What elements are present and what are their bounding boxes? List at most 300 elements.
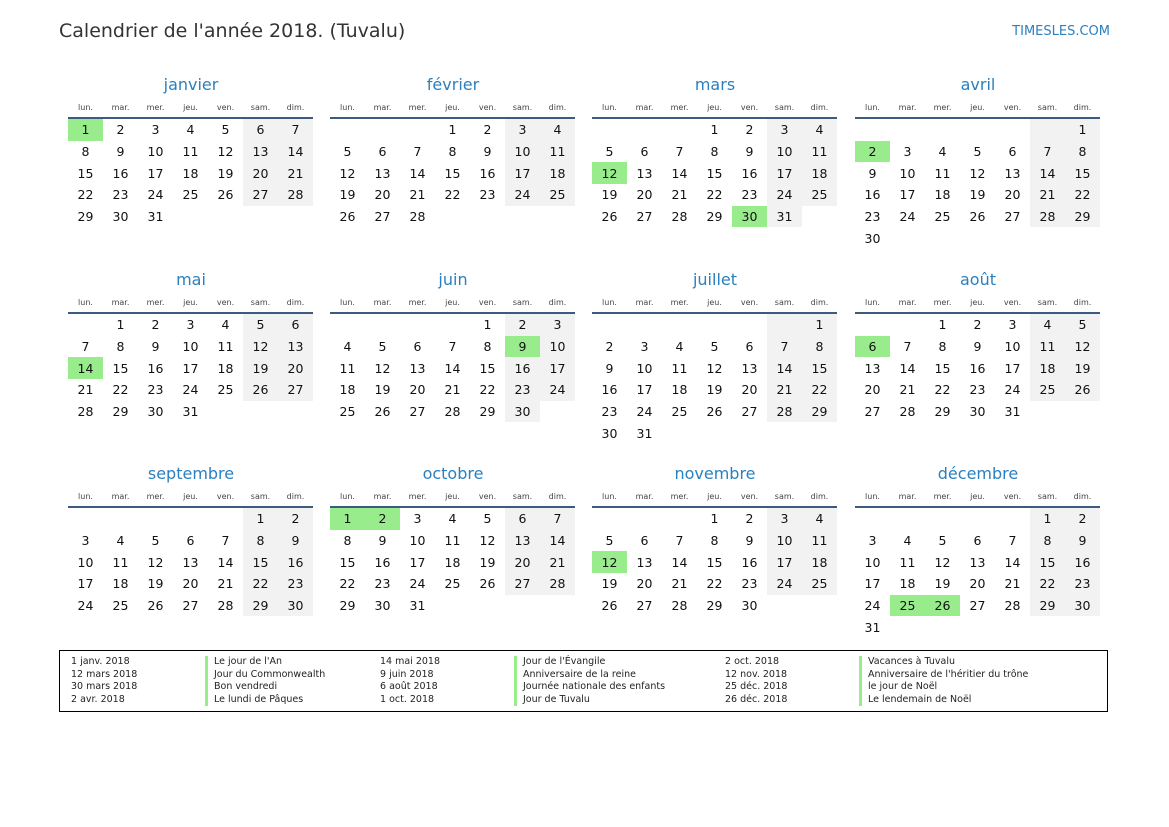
day-cell: 2 [1065, 507, 1100, 530]
empty-cell [1030, 118, 1065, 141]
month-1 [68, 73, 314, 227]
empty-cell [662, 118, 697, 141]
holiday-date: 25 déc. 2018 [725, 681, 788, 693]
weekday-header: mar. [103, 292, 138, 313]
weekday-header: mer. [925, 292, 960, 313]
holiday-date: 2 oct. 2018 [725, 656, 780, 667]
day-cell: 15 [479, 360, 496, 376]
month-name: juillet [692, 270, 738, 289]
day-cell: 20 [243, 162, 278, 184]
day-cell: 1 [710, 122, 719, 138]
day-cell: 6 [640, 533, 649, 549]
day-cell: 11 [182, 144, 199, 160]
day-cell: 6 [378, 144, 387, 160]
day-cell: 6 [745, 339, 754, 355]
day-cell: 20 [741, 382, 758, 398]
day-cell: 7 [1030, 141, 1065, 163]
empty-cell [855, 507, 890, 530]
weekday-header: mer. [400, 292, 435, 313]
month-name: octobre [422, 464, 484, 483]
day-cell: 31 [147, 209, 164, 225]
empty-cell [732, 422, 767, 444]
day-cell: 21 [671, 187, 688, 203]
empty-cell [365, 313, 400, 336]
weekday-header: ven. [208, 486, 243, 507]
weekday-header: lun. [68, 486, 103, 507]
day-cell: 2 [483, 122, 492, 138]
day-cell: 27 [243, 184, 278, 206]
day-cell: 30 [969, 404, 986, 420]
month-name: novembre [674, 464, 756, 483]
day-cell: 4 [903, 533, 912, 549]
day-cell: 11 [339, 360, 356, 376]
empty-cell [330, 118, 365, 141]
day-cell: 13 [409, 360, 426, 376]
weekday-header: dim. [540, 97, 575, 118]
week-row [592, 551, 837, 573]
empty-cell [1030, 227, 1065, 249]
day-cell: 3 [505, 118, 540, 141]
day-cell: 26 [479, 576, 496, 592]
day-cell: 3 [1008, 317, 1017, 333]
day-cell: 13 [864, 360, 881, 376]
day-cell: 21 [1030, 184, 1065, 206]
day-cell: 28 [444, 404, 461, 420]
day-cell: 16 [864, 187, 881, 203]
weekday-header: jeu. [697, 486, 732, 507]
day-cell: 5 [710, 339, 719, 355]
day-cell: 7 [1008, 533, 1017, 549]
day-cell: 12 [479, 533, 496, 549]
week-row [68, 313, 313, 336]
day-cell: 29 [339, 598, 356, 614]
day-cell: 8 [343, 533, 352, 549]
day-cell: 26 [374, 404, 391, 420]
day-cell: 26 [1065, 379, 1100, 401]
day-cell: 4 [1030, 313, 1065, 336]
holiday-name: Le lendemain de Noël [859, 694, 971, 707]
day-cell: 14 [68, 357, 103, 379]
day-cell: 11 [934, 165, 951, 181]
day-cell: 2 [151, 317, 160, 333]
day-cell: 17 [505, 162, 540, 184]
holiday-date: 2 avr. 2018 [71, 693, 125, 705]
day-cell: 30 [732, 206, 767, 228]
day-cell: 18 [540, 162, 575, 184]
month-2 [330, 73, 576, 227]
day-cell: 9 [483, 144, 492, 160]
day-cell: 17 [182, 360, 199, 376]
day-cell: 23 [505, 379, 540, 401]
empty-cell [627, 507, 662, 530]
day-cell: 19 [1065, 357, 1100, 379]
day-cell: 31 [636, 425, 653, 441]
holiday-date: 12 mars 2018 [71, 668, 138, 680]
site-link[interactable]: TIMESLES.COM [1012, 24, 1110, 39]
week-row [592, 162, 837, 184]
week-row [330, 530, 575, 552]
day-cell: 15 [77, 165, 94, 181]
weekday-header: sam. [1030, 486, 1065, 507]
month-6 [330, 268, 576, 422]
day-cell: 3 [540, 313, 575, 336]
weekday-header: ven. [470, 486, 505, 507]
week-row [330, 184, 575, 206]
day-cell: 20 [182, 576, 199, 592]
week-row [855, 507, 1100, 530]
holiday-name: Le lundi de Pâques [205, 694, 303, 707]
day-cell: 11 [802, 530, 837, 552]
empty-cell [890, 313, 925, 336]
week-row [855, 573, 1100, 595]
day-cell: 5 [243, 313, 278, 336]
weekday-header: ven. [732, 486, 767, 507]
week-row [68, 206, 313, 228]
day-cell: 25 [1030, 379, 1065, 401]
empty-cell [960, 616, 995, 638]
empty-cell [68, 507, 103, 530]
day-cell: 20 [374, 187, 391, 203]
day-cell: 31 [182, 404, 199, 420]
day-cell: 8 [116, 339, 125, 355]
day-cell: 22 [802, 379, 837, 401]
day-cell: 5 [605, 144, 614, 160]
day-cell: 6 [855, 336, 890, 358]
day-cell: 12 [934, 554, 951, 570]
empty-cell [365, 118, 400, 141]
empty-cell [802, 206, 837, 228]
weekday-header: lun. [592, 292, 627, 313]
weekday-header: jeu. [435, 292, 470, 313]
day-cell: 26 [601, 209, 618, 225]
day-cell: 15 [1030, 551, 1065, 573]
day-cell: 11 [217, 339, 234, 355]
weekday-header: ven. [208, 292, 243, 313]
day-cell: 30 [505, 401, 540, 423]
day-cell: 19 [243, 357, 278, 379]
weekday-header: mer. [662, 486, 697, 507]
day-cell: 14 [1004, 554, 1021, 570]
day-cell: 7 [675, 533, 684, 549]
empty-cell [1065, 616, 1100, 638]
weekday-header: jeu. [697, 97, 732, 118]
holiday-date: 9 juin 2018 [380, 668, 434, 680]
day-cell: 26 [925, 595, 960, 617]
day-cell: 12 [374, 360, 391, 376]
holiday-date: 6 août 2018 [380, 681, 438, 693]
day-cell: 22 [112, 382, 129, 398]
day-cell: 22 [444, 187, 461, 203]
day-cell: 15 [444, 165, 461, 181]
month-table [592, 292, 837, 444]
day-cell: 9 [116, 144, 125, 160]
day-cell: 4 [221, 317, 230, 333]
day-cell: 2 [745, 122, 754, 138]
day-cell: 11 [1030, 336, 1065, 358]
day-cell: 11 [802, 141, 837, 163]
day-cell: 18 [899, 576, 916, 592]
month-name: janvier [163, 75, 219, 94]
empty-cell [697, 313, 732, 336]
day-cell: 14 [1030, 162, 1065, 184]
day-cell: 10 [540, 336, 575, 358]
empty-cell [103, 507, 138, 530]
day-cell: 29 [934, 404, 951, 420]
day-cell: 18 [182, 165, 199, 181]
week-row [592, 401, 837, 423]
day-cell: 20 [636, 187, 653, 203]
week-row [592, 313, 837, 336]
day-cell: 24 [77, 598, 94, 614]
day-cell: 29 [112, 404, 129, 420]
day-cell: 3 [903, 144, 912, 160]
day-cell: 7 [221, 533, 230, 549]
day-cell: 13 [741, 360, 758, 376]
day-cell: 8 [483, 339, 492, 355]
week-row [855, 184, 1100, 206]
empty-cell [767, 313, 802, 336]
day-cell: 12 [592, 162, 627, 184]
day-cell: 16 [601, 382, 618, 398]
month-name: juin [438, 270, 468, 289]
day-cell: 10 [147, 144, 164, 160]
empty-cell [960, 227, 995, 249]
day-cell: 21 [77, 382, 94, 398]
week-row [592, 206, 837, 228]
empty-cell [505, 595, 540, 617]
weekday-header: sam. [1030, 292, 1065, 313]
day-cell: 25 [444, 576, 461, 592]
holiday-name: Bon vendredi [205, 681, 277, 694]
day-cell: 13 [182, 554, 199, 570]
week-row [592, 336, 837, 358]
day-cell: 20 [278, 357, 313, 379]
month-table [855, 486, 1100, 638]
day-cell: 18 [934, 187, 951, 203]
day-cell: 6 [973, 533, 982, 549]
day-cell: 2 [855, 141, 890, 163]
day-cell: 4 [186, 122, 195, 138]
weekday-header: ven. [732, 292, 767, 313]
day-cell: 12 [969, 165, 986, 181]
empty-cell [1030, 616, 1065, 638]
month-name: mai [176, 270, 206, 289]
month-table [855, 97, 1100, 249]
day-cell: 7 [81, 339, 90, 355]
day-cell: 2 [278, 507, 313, 530]
day-cell: 1 [1030, 507, 1065, 530]
month-8 [855, 268, 1101, 422]
week-row [855, 336, 1100, 358]
day-cell: 26 [217, 187, 234, 203]
day-cell: 28 [671, 598, 688, 614]
day-cell: 30 [278, 595, 313, 617]
day-cell: 31 [767, 206, 802, 228]
day-cell: 28 [278, 184, 313, 206]
day-cell: 3 [81, 533, 90, 549]
day-cell: 18 [444, 554, 461, 570]
month-name: août [959, 270, 996, 289]
empty-cell [330, 313, 365, 336]
weekday-header: sam. [505, 97, 540, 118]
day-cell: 20 [636, 576, 653, 592]
day-cell: 6 [243, 118, 278, 141]
day-cell: 20 [1004, 187, 1021, 203]
month-4 [855, 73, 1101, 249]
day-cell: 8 [802, 336, 837, 358]
weekday-header: mar. [627, 292, 662, 313]
day-cell: 27 [864, 404, 881, 420]
day-cell: 20 [505, 551, 540, 573]
month-12 [855, 462, 1101, 638]
week-row [592, 595, 837, 617]
weekday-header: sam. [243, 292, 278, 313]
weekday-header: dim. [1065, 97, 1100, 118]
day-cell: 23 [278, 573, 313, 595]
day-cell: 8 [448, 144, 457, 160]
day-cell: 5 [221, 122, 230, 138]
day-cell: 27 [505, 573, 540, 595]
month-table [330, 97, 575, 227]
day-cell: 23 [969, 382, 986, 398]
day-cell: 7 [413, 144, 422, 160]
holiday-date: 12 nov. 2018 [725, 668, 788, 680]
day-cell: 1 [243, 507, 278, 530]
month-11 [592, 462, 838, 616]
weekday-header: mer. [400, 486, 435, 507]
day-cell: 3 [151, 122, 160, 138]
empty-cell [925, 507, 960, 530]
day-cell: 13 [636, 554, 653, 570]
weekday-header: mer. [925, 486, 960, 507]
empty-cell [243, 401, 278, 423]
month-10 [330, 462, 576, 616]
day-cell: 10 [505, 141, 540, 163]
day-cell: 8 [710, 144, 719, 160]
day-cell: 16 [505, 357, 540, 379]
week-row [330, 507, 575, 530]
day-cell: 30 [1065, 595, 1100, 617]
month-table [855, 292, 1100, 422]
day-cell: 22 [1030, 573, 1065, 595]
weekday-header: sam. [767, 292, 802, 313]
weekday-header: lun. [592, 97, 627, 118]
empty-cell [925, 616, 960, 638]
day-cell: 19 [217, 165, 234, 181]
week-row [855, 401, 1100, 423]
day-cell: 4 [343, 339, 352, 355]
week-row [330, 206, 575, 228]
week-row [68, 336, 313, 358]
day-cell: 27 [1004, 209, 1021, 225]
day-cell: 16 [278, 551, 313, 573]
week-row [855, 313, 1100, 336]
week-row [330, 118, 575, 141]
weekday-header: ven. [995, 486, 1030, 507]
day-cell: 16 [741, 165, 758, 181]
day-cell: 2 [116, 122, 125, 138]
empty-cell [278, 401, 313, 423]
day-cell: 23 [479, 187, 496, 203]
day-cell: 10 [899, 165, 916, 181]
day-cell: 22 [77, 187, 94, 203]
day-cell: 11 [671, 360, 688, 376]
day-cell: 3 [767, 118, 802, 141]
weekday-header: jeu. [435, 486, 470, 507]
weekday-header: sam. [767, 486, 802, 507]
day-cell: 6 [413, 339, 422, 355]
day-cell: 1 [448, 122, 457, 138]
day-cell: 23 [147, 382, 164, 398]
week-row [68, 141, 313, 163]
day-cell: 18 [1030, 357, 1065, 379]
day-cell: 31 [409, 598, 426, 614]
day-cell: 17 [636, 382, 653, 398]
weekday-header: jeu. [960, 97, 995, 118]
day-cell: 22 [1065, 184, 1100, 206]
week-row [68, 118, 313, 141]
day-cell: 25 [802, 573, 837, 595]
day-cell: 25 [112, 598, 129, 614]
day-cell: 21 [409, 187, 426, 203]
holiday-date: 14 mai 2018 [380, 656, 441, 667]
month-table [330, 292, 575, 422]
day-cell: 14 [444, 360, 461, 376]
day-cell: 2 [605, 339, 614, 355]
day-cell: 19 [601, 187, 618, 203]
day-cell: 19 [601, 576, 618, 592]
day-cell: 8 [243, 530, 278, 552]
empty-cell [627, 118, 662, 141]
day-cell: 24 [409, 576, 426, 592]
empty-cell [1030, 401, 1065, 423]
week-row [855, 141, 1100, 163]
day-cell: 14 [540, 530, 575, 552]
day-cell: 16 [741, 554, 758, 570]
weekday-header: mer. [138, 486, 173, 507]
weekday-header: ven. [732, 97, 767, 118]
day-cell: 5 [1065, 313, 1100, 336]
day-cell: 28 [671, 209, 688, 225]
day-cell: 14 [767, 357, 802, 379]
week-row [592, 422, 837, 444]
day-cell: 18 [217, 360, 234, 376]
week-row [592, 530, 837, 552]
day-cell: 17 [767, 551, 802, 573]
weekday-header: sam. [767, 97, 802, 118]
empty-cell [767, 422, 802, 444]
month-name: avril [960, 75, 996, 94]
empty-cell [138, 507, 173, 530]
week-row [592, 357, 837, 379]
week-row [592, 379, 837, 401]
holiday-name: Journée nationale des enfants [514, 681, 665, 694]
month-table [68, 486, 313, 616]
day-cell: 4 [448, 511, 457, 527]
week-row [68, 162, 313, 184]
empty-cell [400, 118, 435, 141]
day-cell: 12 [1065, 336, 1100, 358]
day-cell: 16 [969, 360, 986, 376]
empty-cell [890, 227, 925, 249]
day-cell: 1 [710, 511, 719, 527]
day-cell: 10 [767, 530, 802, 552]
weekday-header: lun. [330, 97, 365, 118]
day-cell: 22 [934, 382, 951, 398]
holiday-legend [59, 650, 1108, 712]
weekday-header: lun. [68, 292, 103, 313]
month-name: février [426, 75, 480, 94]
